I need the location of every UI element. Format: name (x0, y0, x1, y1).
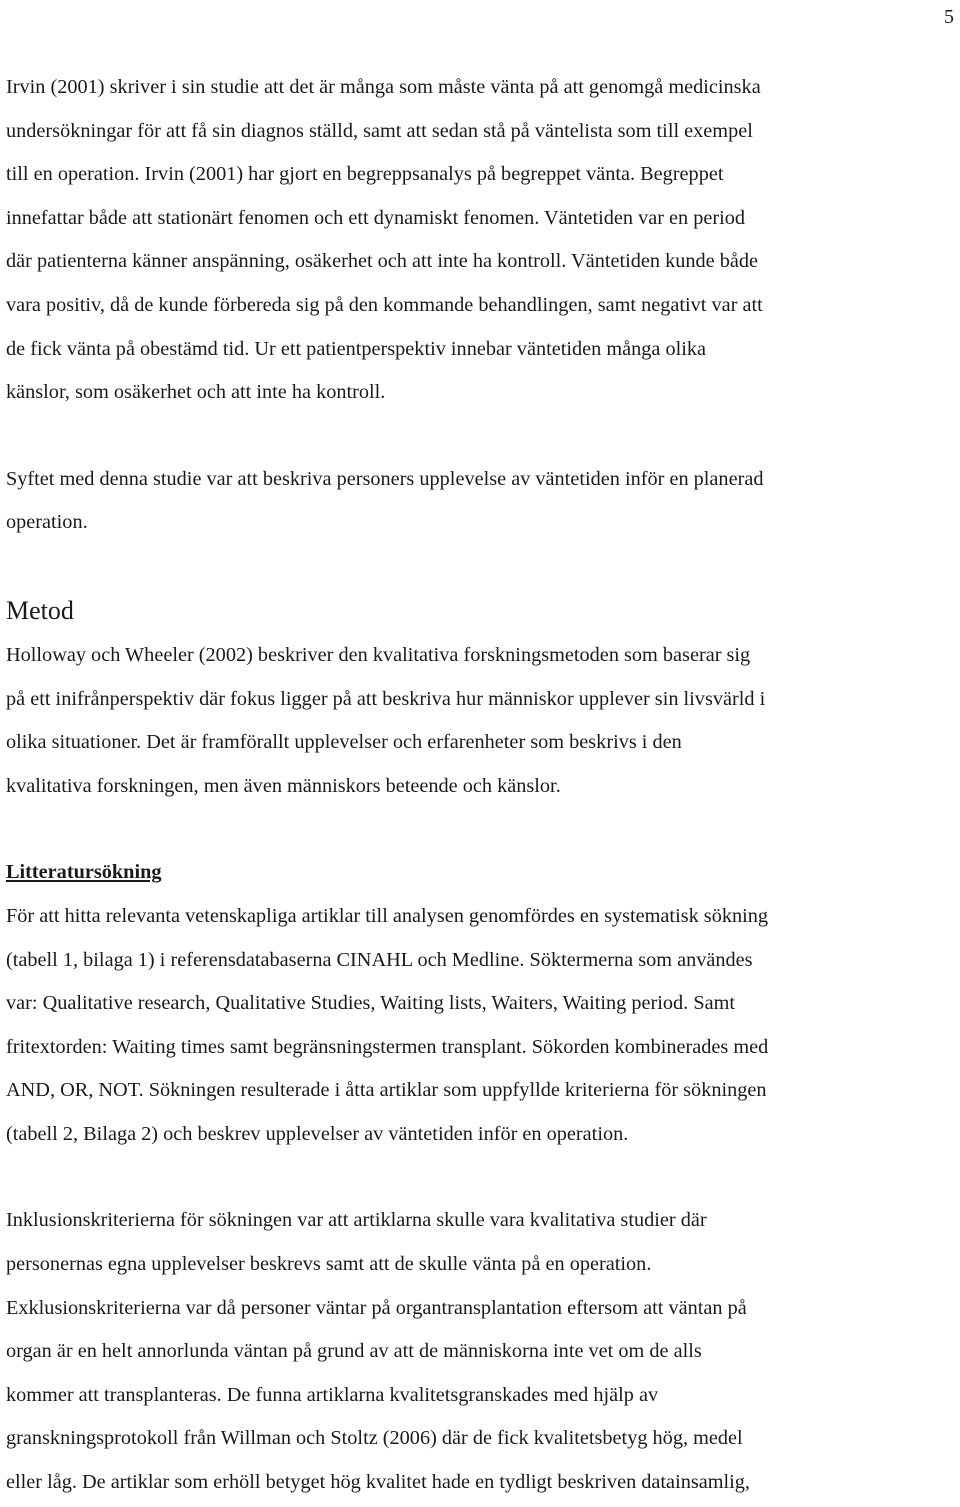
text-line: Inklusionskriterierna för sökningen var att artiklarna skulle vara kvalitativa studier där (6, 1209, 707, 1232)
text-line: var: Qualitative research, Qualitative Studies, Waiting lists, Waiters, Waiting period. Samt (6, 992, 736, 1015)
text-line: organ är en helt annorlunda väntan på grund av att de människorna inte vet om de alls (6, 1340, 702, 1363)
paragraph-spacer (6, 415, 954, 458)
text-line: Exklusionskriterierna var då personer väntar på organtransplantation eftersom att väntan på (6, 1296, 747, 1319)
text-line: fritextorden: Waiting times samt begränsningstermen transplant. Sökorden kombinerades med (6, 1035, 769, 1058)
text-line: olika situationer. Det är framförallt upplevelser och erfarenheter som beskrivs i den (6, 731, 682, 754)
literature-section (6, 851, 954, 1156)
text-line: (tabell 1, bilaga 1) i referensdatabaserna CINAHL och Medline. Söktermerna som användes (6, 948, 753, 971)
text-line: (tabell 2, Bilaga 2) och beskrev upplevelser av väntetiden inför en operation. (6, 1122, 629, 1145)
text-line: Syftet med denna studie var att beskriva personers upplevelse av väntetiden inför en planerad (6, 467, 764, 490)
text-line: de fick vänta på obestämd tid. Ur ett patientperspektiv innebar väntetiden många olika (6, 337, 707, 360)
intro-paragraph (6, 66, 954, 415)
literature-heading: Litteratursökning (6, 861, 162, 884)
paragraph-spacer (6, 1156, 954, 1199)
text-line: på ett inifrånperspektiv där fokus ligger på att beskriva hur människor upplever sin livsvärld i (6, 687, 766, 710)
method-section (6, 588, 954, 808)
text-line: Irvin (2001) skriver i sin studie att det är många som måste vänta på att genomgå medicinska (6, 76, 761, 98)
text-line: till en operation. Irvin (2001) har gjort en begreppsanalys på begreppet vänta. Begreppet (6, 163, 724, 186)
text-line: eller låg. De artiklar som erhöll betyget hög kvalitet hade en tydligt beskriven datainsamlig, (6, 1471, 750, 1494)
page-number: 5 (944, 6, 954, 28)
text-line: innefattar både att stationärt fenomen och ett dynamiskt fenomen. Väntetiden var en period (6, 206, 746, 229)
text-line: operation. (6, 511, 88, 534)
text-line: Holloway och Wheeler (2002) beskriver den kvalitativa forskningsmetoden som baserar sig (6, 643, 751, 666)
text-line: undersökningar för att få sin diagnos ställd, samt att sedan stå på väntelista som till exempel (6, 119, 753, 142)
criteria-paragraph (6, 1199, 954, 1504)
text-line: där patienterna känner anspänning, osäkerhet och att inte ha kontroll. Väntetiden kunde både (6, 250, 759, 273)
text-line: vara positiv, då de kunde förbereda sig på den kommande behandlingen, samt negativt var att (6, 293, 763, 316)
text-line: personernas egna upplevelser beskrevs samt att de skulle vänta på en operation. (6, 1253, 652, 1276)
text-line: kvalitativa forskningen, men även människors beteende och känslor. (6, 774, 561, 797)
method-heading: Metod (6, 595, 74, 625)
paragraph-spacer (6, 808, 954, 851)
aim-paragraph (6, 458, 954, 545)
document-body (6, 66, 954, 1505)
text-line: AND, OR, NOT. Sökningen resulterade i åtta artiklar som uppfyllde kriterierna för sökningen (6, 1079, 767, 1102)
paragraph-spacer (6, 545, 954, 588)
text-line: För att hitta relevanta vetenskapliga artiklar till analysen genomfördes en systematisk sökning (6, 904, 769, 927)
text-line: känslor, som osäkerhet och att inte ha kontroll. (6, 381, 386, 404)
text-line: kommer att transplanteras. De funna artiklarna kvalitetsgranskades med hjälp av (6, 1383, 659, 1406)
text-line: granskningsprotokoll från Willman och Stoltz (2006) där de fick kvalitetsbetyg hög, medel (6, 1427, 743, 1450)
